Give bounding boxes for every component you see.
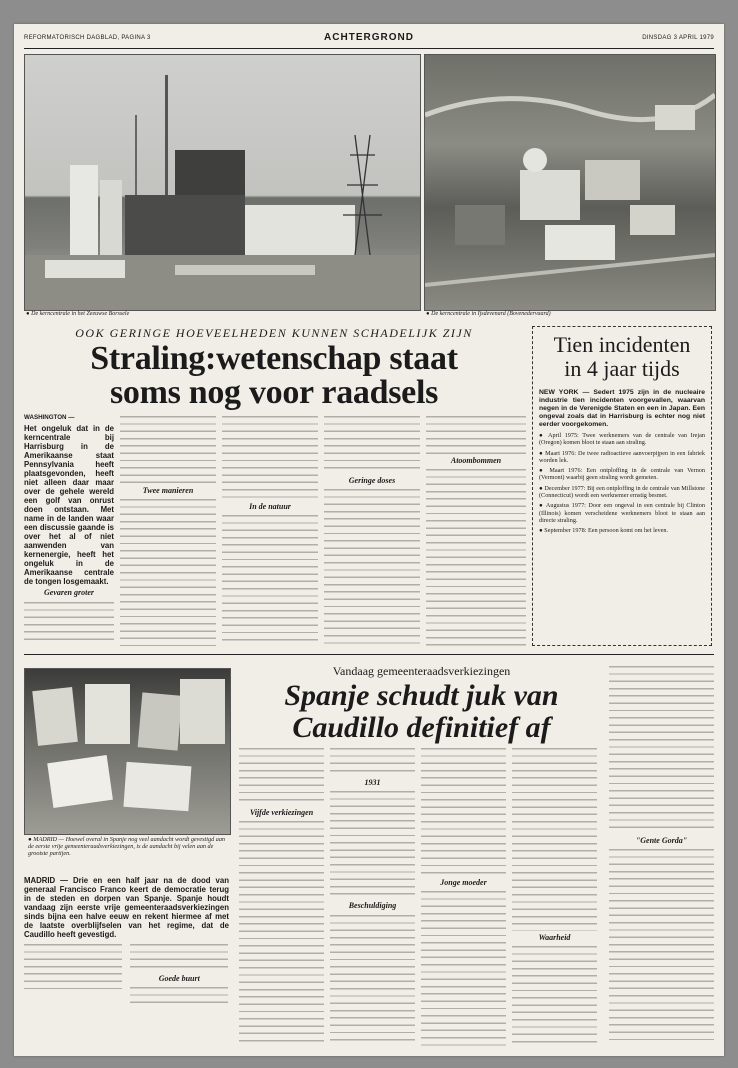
body-text-block [130,985,228,1005]
article2-lead [24,876,229,939]
nuclear-plant-illustration [25,55,420,310]
caption-text: MADRID — Hoewel overal in Spanje nog veel aandacht wordt gevestigd aan de eerste vrije gemeenteraadsverkiezingen, is de aandacht bij velen aan de grootste partijen. [28,836,226,858]
article2-lead-column [24,876,229,1046]
body-text-block [324,487,420,646]
headline-line: Caudillo definitief af [292,711,551,744]
box-lead [539,389,705,429]
subheading: Jonge moeder [440,878,487,887]
box-item-text: Augustus 1977: Door een ongeval in een centrale bij Clinton (Illinois) komen verscheidene werknemers bloot te staan aan directe straling. [539,502,705,524]
article2-headline [239,680,604,744]
article2-column-5 [609,664,714,1046]
box-item-text: Maart 1976: De twee radioactieve aanvoerpijpen in een fabriek worden lek. [539,449,705,464]
goede-buurt-block [130,942,228,1005]
article-lead: Het ongeluk dat in de kerncentrale bij Harrisburg in de Amerikaanse staat Pennsylvania heeft plaatsgevonden, heeft niet alleen daar maar over de gehele wereld een golf van onrust doen ontstaan. Met name in de landen waar een discussie gaande is over het al of niet aanwenden van kernenergie, heeft het ongeluk in de Amerikaanse centrale de tongen losgemaakt. [24,424,114,587]
photo-caption-left: ● De kerncentrale in het Zeeuwse Borssele [26,311,130,317]
box-title-line: Tien incidenten [553,332,691,357]
body-text-block [130,942,228,972]
body-text-block [239,819,324,1046]
box-title [539,333,705,381]
headline-line: Spanje schudt juk van [284,679,559,712]
subheading: In de natuur [249,502,291,511]
issue-date: DINSDAG 3 APRIL 1979 [642,35,714,41]
photo-caption-madrid: ● MADRID — Hoewel overal in Spanje nog veel aandacht wordt gevestigd aan de eerste vrije gemeenteraadsverkiezingen, is de aandacht bij velen aan de grootste partijen. [28,836,226,858]
subheading: Beschuldiging [348,901,397,911]
body-text-block [239,746,324,806]
body-text-block [609,664,714,834]
box-item-text: September 1978: Een persoon komt om het leven. [544,527,669,535]
body-text-block [330,913,415,1046]
article1-headline [24,342,524,410]
subheading: Gevaren groter [44,588,94,598]
article1-column-2 [120,414,216,646]
body-text-block [324,414,420,474]
body-text-block [222,513,318,646]
page-header [24,32,714,49]
photo-dodewaard [424,54,716,311]
paper-name: REFORMATORISCH DAGBLAD, PAGINA 3 [24,35,151,41]
box-item: ● April 1975: Twee werknemers van de centrale van Irejan (Oregon) komen bloot te staan aan straling. [539,432,705,447]
subheading: Geringe doses [348,476,396,485]
dateline: WASHINGTON — [24,414,75,421]
body-text-block [609,847,714,1046]
body-text-block [426,467,526,646]
incidents-box [532,326,712,646]
article2-column-1 [239,746,324,1046]
article2-kicker: Vandaag gemeenteraadsverkiezingen [332,664,511,678]
body-text-block [421,746,506,876]
article2-column-2 [330,746,415,1046]
box-item: ● Augustus 1977: Door een ongeval in een centrale bij Clinton (Illinois) komen verscheidene werknemers bloot te staan aan directe straling. [539,502,705,524]
photo-caption-right: ● De kerncentrale in Ijsdevenard (Bovenedervaard) [426,311,551,317]
photo-borssele [24,54,421,311]
box-item: ● Maart 1976: De twee radioactieve aanvoerpijpen in een fabriek worden lek. [539,449,705,464]
election-posters-illustration [25,669,230,834]
box-item: ● December 1977: Bij een ontploffing in de centrale van Millstone (Connecticut) wordt een werknemer ernstig besmet. [539,484,705,500]
article2-column-4 [512,746,597,1046]
subheading: 1931 [364,778,381,787]
body-text-block [120,414,216,484]
dateline: MADRID — [24,876,68,885]
article1-column-4 [324,414,420,646]
article1-kicker: OOK GERINGE HOEVEELHEDEN KUNNEN SCHADELIJK ZIJN [75,326,473,340]
subheading: Vijfde verkiezingen [249,808,314,817]
box-item-text: December 1977: Bij een ontploffing in de centrale van Millstone (Connecticut) wordt een werknemer ernstig besmet. [539,484,705,500]
box-title-line: in 4 jaar tijds [564,356,680,381]
caption-text: De kerncentrale in het Zeeuwse Borssele [31,311,130,317]
newspaper-page [14,24,724,1056]
article2-column-3 [421,746,506,1046]
body-text-block [421,889,506,1046]
headline-line: soms nog voor raadsels [109,374,439,411]
subheading: "Gente Gorda" [635,836,688,845]
box-item-text: April 1975: Twee werknemers van de centrale van Irejan (Oregon) komen bloot te staan aan straling. [539,432,705,447]
body-text-block [330,746,415,776]
body-text-block [120,497,216,646]
article1-column-1 [24,414,114,646]
box-body [539,389,705,639]
box-lead-text: Sedert 1975 zijn in de nucleaire industrie tien incidenten voorgevallen, waarvan negen in de Verenigde Staten en een in Japan. Een ongeval zoals dat in Harrisburg is echter nog niet eerder voorgekomen. [539,389,705,428]
box-item: ● September 1978: Een persoon komt om het leven. [539,527,669,535]
article1-column-5 [426,414,526,646]
body-text-block [24,600,114,646]
subheading: Waarheid [538,933,571,942]
subheading: Atoombommen [450,456,502,465]
section-title: ACHTERGROND [324,32,414,43]
body-text-block [512,944,597,1046]
box-item: ● Maart 1976: Een ontploffing in de centrale van Vernon (Vermont) waarbij geen straling wordt gemeten. [539,467,705,482]
subheading: Goede buurt [158,974,200,983]
headline-line: Straling:wetenschap staat [90,340,458,377]
aerial-plant-illustration [425,55,715,310]
caption-text: De kerncentrale in Ijsdevenard (Bovenedervaard) [431,311,551,317]
body-text-block [426,414,526,454]
box-item-text: Maart 1976: Een ontploffing in de centrale van Vernon (Vermont) waarbij geen straling wordt gemeten. [539,467,705,482]
body-text-block [222,414,318,500]
article2-lead-text: Drie en een half jaar na de dood van generaal Francisco Franco keert de democratie terug in de steden en dorpen van Spanje. Spanje houdt vandaag zijn eerste vrije gemeenteraadsverkiezingen sinds bijna een halve eeuw en rekent hiermee af met de laatste overblijfselen van het regime, dat de Caudillo heeft gevestigd. [24,876,229,939]
subheading: Twee manieren [142,486,194,495]
body-text-block [512,746,597,931]
article1-column-3 [222,414,318,646]
dateline: NEW YORK — [539,389,590,396]
body-text-block [24,942,122,992]
photo-madrid-posters [24,668,231,835]
body-text-block [330,789,415,899]
section-divider [24,654,714,655]
